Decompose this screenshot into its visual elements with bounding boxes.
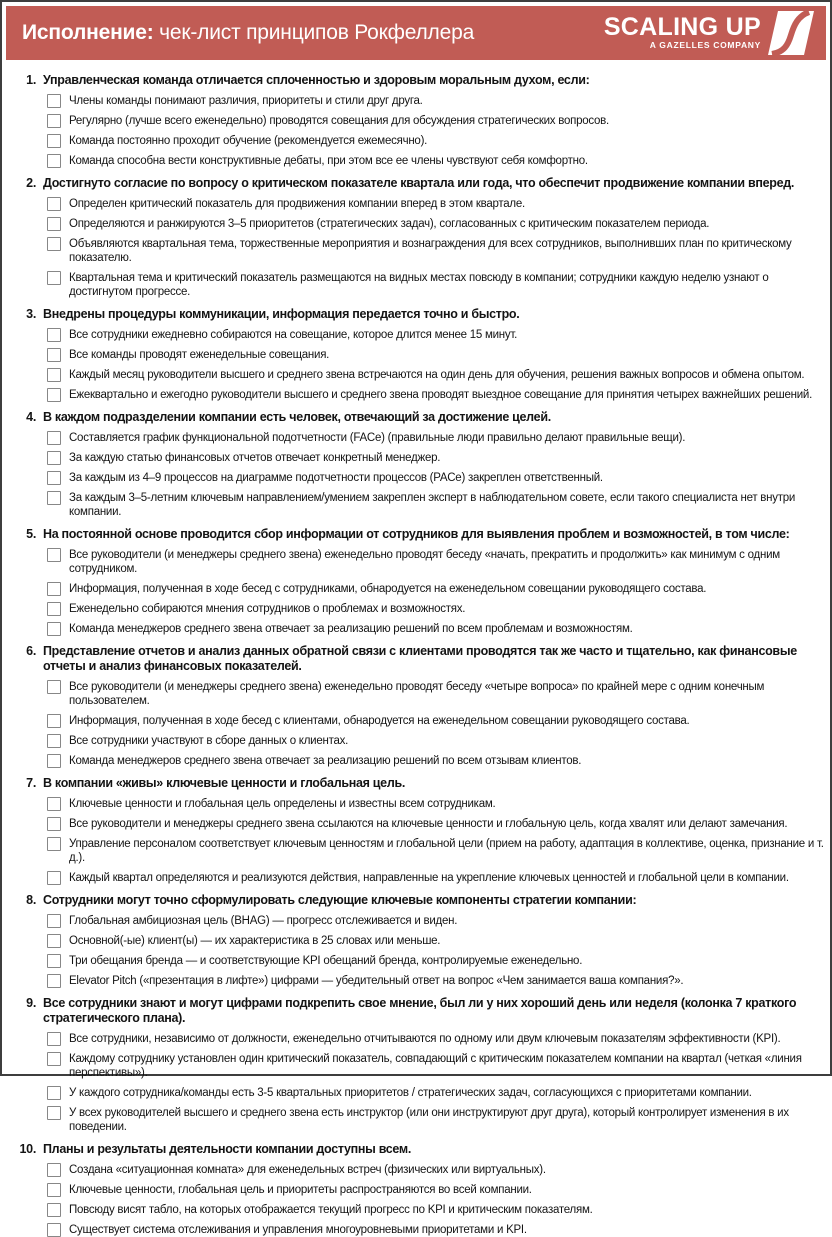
checklist-item <box>47 1203 826 1217</box>
checklist-item <box>47 471 826 485</box>
checkbox[interactable] <box>47 271 61 285</box>
checklist-item <box>47 237 826 265</box>
checklist-item <box>47 954 826 968</box>
checklist-item-label: За каждую статью финансовых отчетов отвечает конкретный менеджер. <box>69 452 441 464</box>
checklist-item <box>47 734 826 748</box>
checklist-item-label: Составляется график функциональной подотчетности (FACe) (правильные люди правильно делают правильные вещи). <box>69 432 686 444</box>
checkbox[interactable] <box>47 582 61 596</box>
section-title: На постоянной основе проводится сбор информации от сотрудников для выявления проблем и возможностей, в том числе: <box>43 527 790 541</box>
checkbox[interactable] <box>47 734 61 748</box>
checkbox[interactable] <box>47 451 61 465</box>
section-heading <box>6 644 826 674</box>
section-number: 8. <box>26 893 36 907</box>
section-2 <box>6 176 826 299</box>
checklist-item <box>47 582 826 596</box>
checklist-item <box>47 1223 826 1237</box>
checklist-item-label: Глобальная амбициозная цель (BHAG) — прогресс отслеживается и виден. <box>69 915 458 927</box>
checkbox[interactable] <box>47 134 61 148</box>
checklist-item-label: Все сотрудники участвуют в сборе данных о клиентах. <box>69 735 349 747</box>
checkbox[interactable] <box>47 388 61 402</box>
checkbox[interactable] <box>47 114 61 128</box>
section-title: Внедрены процедуры коммуникации, информация передается точно и быстро. <box>43 307 520 321</box>
checkbox[interactable] <box>47 934 61 948</box>
section-heading <box>6 410 826 425</box>
checkbox[interactable] <box>47 1086 61 1100</box>
checklist-item-label: Информация, полученная в ходе бесед с клиентами, обнародуется на еженедельном совещании руководящего состава. <box>69 715 690 727</box>
checklist-item <box>47 197 826 211</box>
checkbox[interactable] <box>47 328 61 342</box>
checklist-item <box>47 602 826 616</box>
checklist-item <box>47 154 826 168</box>
checkbox[interactable] <box>47 548 61 562</box>
checkbox[interactable] <box>47 714 61 728</box>
checklist-item-label: Три обещания бренда — и соответствующие KPI обещаний бренда, контролируемые еженедельно. <box>69 955 583 967</box>
section-heading <box>6 176 826 191</box>
section-title: В компании «живы» ключевые ценности и глобальная цель. <box>43 776 406 790</box>
section-1 <box>6 73 826 168</box>
checkbox[interactable] <box>47 431 61 445</box>
section-title: Достигнуто согласие по вопросу о критическом показателе квартала или года, что обеспечит продвижение компании вперед. <box>43 176 795 190</box>
checklist-item-label: Все руководители (и менеджеры среднего звена) еженедельно проводят беседу «четыре вопроса» по крайней мере с одним конечным пользователем. <box>69 681 765 707</box>
section-5 <box>6 527 826 636</box>
checklist-item <box>47 548 826 576</box>
checklist-item <box>47 714 826 728</box>
section-heading <box>6 893 826 908</box>
checklist-item <box>47 622 826 636</box>
checklist-item-label: Управление персоналом соответствует ключевым ценностям и глобальной цели (прием на работу, адаптация в коллективе, оценка, признание и т. д.). <box>69 838 824 864</box>
section-heading <box>6 307 826 322</box>
checklist-item-label: Команда постоянно проходит обучение (рекомендуется ежемесячно). <box>69 135 428 147</box>
checkbox[interactable] <box>47 471 61 485</box>
checklist-item-label: Члены команды понимают различия, приоритеты и стили друг друга. <box>69 95 423 107</box>
checklist-item-label: Существует система отслеживания и управления многоуровневыми приоритетами и KPI. <box>69 1224 527 1236</box>
section-heading <box>6 527 826 542</box>
checklist-item <box>47 114 826 128</box>
checklist-item-label: Определен критический показатель для продвижения компании вперед в этом квартале. <box>69 198 525 210</box>
checklist-item <box>47 94 826 108</box>
checkbox[interactable] <box>47 154 61 168</box>
checklist-item-label: Еженедельно собираются мнения сотрудников о проблемах и возможностях. <box>69 603 466 615</box>
section-6 <box>6 644 826 768</box>
checklist-item <box>47 348 826 362</box>
checklist-item <box>47 451 826 465</box>
checklist-item-label: Создана «ситуационная комната» для еженедельных встреч (физических или виртуальных). <box>69 1164 546 1176</box>
checklist-item-label: Информация, полученная в ходе бесед с сотрудниками, обнародуется на еженедельном совещании руководящего состава. <box>69 583 707 595</box>
checklist-item-label: Все сотрудники ежедневно собираются на совещание, которое длится менее 15 минут. <box>69 329 518 341</box>
checkbox[interactable] <box>47 1163 61 1177</box>
checklist-item-label: Каждому сотруднику установлен один критический показатель, совпадающий с критическим показателем компании на квартал (четкая «линия перспективы»). <box>69 1053 802 1079</box>
checklist-item-label: Объявляются квартальная тема, торжественные мероприятия и вознаграждения для всех сотрудников, выполнивших план по критическому показателю. <box>69 238 792 264</box>
checklist-item <box>47 837 826 865</box>
checklist-item-label: Команда способна вести конструктивные дебаты, при этом все ее члены чувствуют себя комфортно. <box>69 155 588 167</box>
checklist-item <box>47 934 826 948</box>
checklist-item-label: Команда менеджеров среднего звена отвечает за реализацию решений по всем отзывам клиентов. <box>69 755 582 767</box>
section-heading <box>6 1142 826 1157</box>
checkbox[interactable] <box>47 1203 61 1217</box>
checklist-item <box>47 431 826 445</box>
checklist-item <box>47 754 826 768</box>
section-heading <box>6 776 826 791</box>
section-number: 9. <box>26 996 36 1010</box>
checklist-item-label: Квартальная тема и критический показатель размещаются на видных местах повсюду в компании; сотрудники каждую неделю узнают о достигнутом прогрессе. <box>69 272 769 298</box>
checklist-item-label: Каждый квартал определяются и реализуются действия, направленные на укрепление ключевых ценностей и глобальной цели в компании. <box>69 872 789 884</box>
section-number: 5. <box>26 527 36 541</box>
section-4 <box>6 410 826 519</box>
checklist-item-label: Ежеквартально и ежегодно руководители высшего и среднего звена проводят выездное совещание для принятия четырех важнейших решений. <box>69 389 813 401</box>
section-title: Планы и результаты деятельности компании доступны всем. <box>43 1142 412 1156</box>
checkbox[interactable] <box>47 754 61 768</box>
section-7 <box>6 776 826 885</box>
checkbox[interactable] <box>47 1032 61 1046</box>
checklist-item-label: У всех руководителей высшего и среднего звена есть инструктор (или они инструктируют друг друга), который контролирует изменения в их поведении. <box>69 1107 789 1133</box>
page-title-lead: Исполнение: <box>22 21 154 44</box>
checkbox[interactable] <box>47 974 61 988</box>
checklist-item-label: Все руководители и менеджеры среднего звена ссылаются на ключевые ценности и глобальную цель, когда хвалят или делают замечания. <box>69 818 788 830</box>
section-title: Представление отчетов и анализ данных обратной связи с клиентами проводятся так же часто и тщательно, как финансовые отчеты и анализ финансовых показателей. <box>43 644 797 673</box>
checkbox[interactable] <box>47 217 61 231</box>
checklist-item-label: За каждым из 4–9 процессов на диаграмме подотчетности процессов (PACe) закреплен ответственный. <box>69 472 603 484</box>
checklist-item <box>47 914 826 928</box>
checklist-item <box>47 491 826 519</box>
section-number: 6. <box>26 644 36 658</box>
checkbox[interactable] <box>47 1106 61 1120</box>
checklist-item-label: Команда менеджеров среднего звена отвечает за реализацию решений по всем проблемам и возможностям. <box>69 623 633 635</box>
checklist-item <box>47 1086 826 1100</box>
checklist-item-label: Регулярно (лучше всего еженедельно) проводятся совещания для обсуждения стратегических вопросов. <box>69 115 609 127</box>
checklist-item-label: Ключевые ценности и глобальная цель определены и известны всем сотрудникам. <box>69 798 496 810</box>
section-number: 3. <box>26 307 36 321</box>
section-number: 2. <box>26 176 36 190</box>
checklist-sections <box>6 60 826 1237</box>
checklist-item <box>47 1032 826 1046</box>
section-8 <box>6 893 826 988</box>
section-number: 4. <box>26 410 36 424</box>
checkbox[interactable] <box>47 622 61 636</box>
checkbox[interactable] <box>47 1223 61 1237</box>
checklist-item <box>47 974 826 988</box>
checklist-item <box>47 797 826 811</box>
checkbox[interactable] <box>47 797 61 811</box>
checkbox[interactable] <box>47 348 61 362</box>
checklist-item-label: Повсюду висят табло, на которых отображается текущий прогресс по KPI и критическим показателям. <box>69 1204 593 1216</box>
checkbox[interactable] <box>47 871 61 885</box>
checkbox[interactable] <box>47 368 61 382</box>
checklist-item <box>47 134 826 148</box>
scaling-up-logo-text <box>603 13 761 50</box>
checkbox[interactable] <box>47 954 61 968</box>
scaling-up-logo <box>604 11 814 55</box>
section-number: 7. <box>26 776 36 790</box>
checkbox[interactable] <box>47 914 61 928</box>
checkbox[interactable] <box>47 94 61 108</box>
checklist-item-label: Все руководители (и менеджеры среднего звена) еженедельно проводят беседу «начать, прекратить и продолжить» как минимум с одним сотрудником. <box>69 549 780 575</box>
section-heading <box>6 996 826 1026</box>
section-title: В каждом подразделении компании есть человек, отвечающий за достижение целей. <box>43 410 551 424</box>
checkbox[interactable] <box>47 237 61 251</box>
page-title-rest: чек-лист принципов Рокфеллера <box>153 21 475 44</box>
section-heading <box>6 73 826 88</box>
checklist-item-label: Elevator Pitch («презентация в лифте») цифрами — убедительный ответ на вопрос «Чем занимается ваша компания?». <box>69 975 684 987</box>
section-3 <box>6 307 826 402</box>
checkbox[interactable] <box>47 602 61 616</box>
checklist-item-label: Определяются и ранжируются 3–5 приоритетов (стратегических задач), согласованных с критическим показателем периода. <box>69 218 710 230</box>
checklist-item-label: За каждым 3–5-летним ключевым направлением/умением закреплен эксперт в наблюдательном совете, если такого специалиста нет внутри компании. <box>69 492 796 518</box>
checklist-item-label: Ключевые ценности, глобальная цель и приоритеты распространяются во всей компании. <box>69 1184 532 1196</box>
checkbox[interactable] <box>47 1052 61 1066</box>
checklist-item <box>47 1163 826 1177</box>
checklist-item-label: Каждый месяц руководители высшего и среднего звена встречаются на один день для обучения, решения важных вопросов и обмена опытом. <box>69 369 805 381</box>
checkbox[interactable] <box>47 680 61 694</box>
section-number: 10. <box>19 1142 36 1156</box>
checkbox[interactable] <box>47 817 61 831</box>
checkbox[interactable] <box>47 1183 61 1197</box>
checklist-item <box>47 817 826 831</box>
checklist-item-label: Основной(-ые) клиент(ы) — их характеристика в 25 словах или меньше. <box>69 935 441 947</box>
section-title: Все сотрудники знают и могут цифрами подкрепить свое мнение, был ли у них хороший день или неделя (колонка 7 краткого стратегического плана). <box>43 996 797 1025</box>
s-curve-growth-icon <box>768 11 814 55</box>
checklist-item <box>47 388 826 402</box>
checklist-item-label: У каждого сотрудника/команды есть 3-5 квартальных приоритетов / стратегических задач, согласующихся с приоритетами компании. <box>69 1087 752 1099</box>
checkbox[interactable] <box>47 491 61 505</box>
checklist-item <box>47 271 826 299</box>
checklist-item <box>47 217 826 231</box>
section-9 <box>6 996 826 1134</box>
checklist-item <box>47 328 826 342</box>
checkbox[interactable] <box>47 837 61 851</box>
page-title <box>22 21 474 45</box>
checklist-item <box>47 680 826 708</box>
checklist-item <box>47 368 826 382</box>
checklist-item-label: Все сотрудники, независимо от должности, еженедельно отчитываются по одному или двум ключевым показателям эффективности (KPI). <box>69 1033 781 1045</box>
section-title: Сотрудники могут точно сформулировать следующие ключевые компоненты стратегии компании: <box>43 893 637 907</box>
logo-wordmark: SCALING UP <box>603 13 761 41</box>
checklist-item <box>47 1183 826 1197</box>
header-band <box>6 6 826 60</box>
checklist-item <box>47 1106 826 1134</box>
checkbox[interactable] <box>47 197 61 211</box>
section-title: Управленческая команда отличается сплоченностью и здоровым моральным духом, если: <box>43 73 590 87</box>
section-number: 1. <box>26 73 36 87</box>
checklist-item-label: Все команды проводят еженедельные совещания. <box>69 349 330 361</box>
section-10 <box>6 1142 826 1237</box>
checklist-item <box>47 871 826 885</box>
logo-tagline: A GAZELLES COMPANY <box>649 40 761 50</box>
